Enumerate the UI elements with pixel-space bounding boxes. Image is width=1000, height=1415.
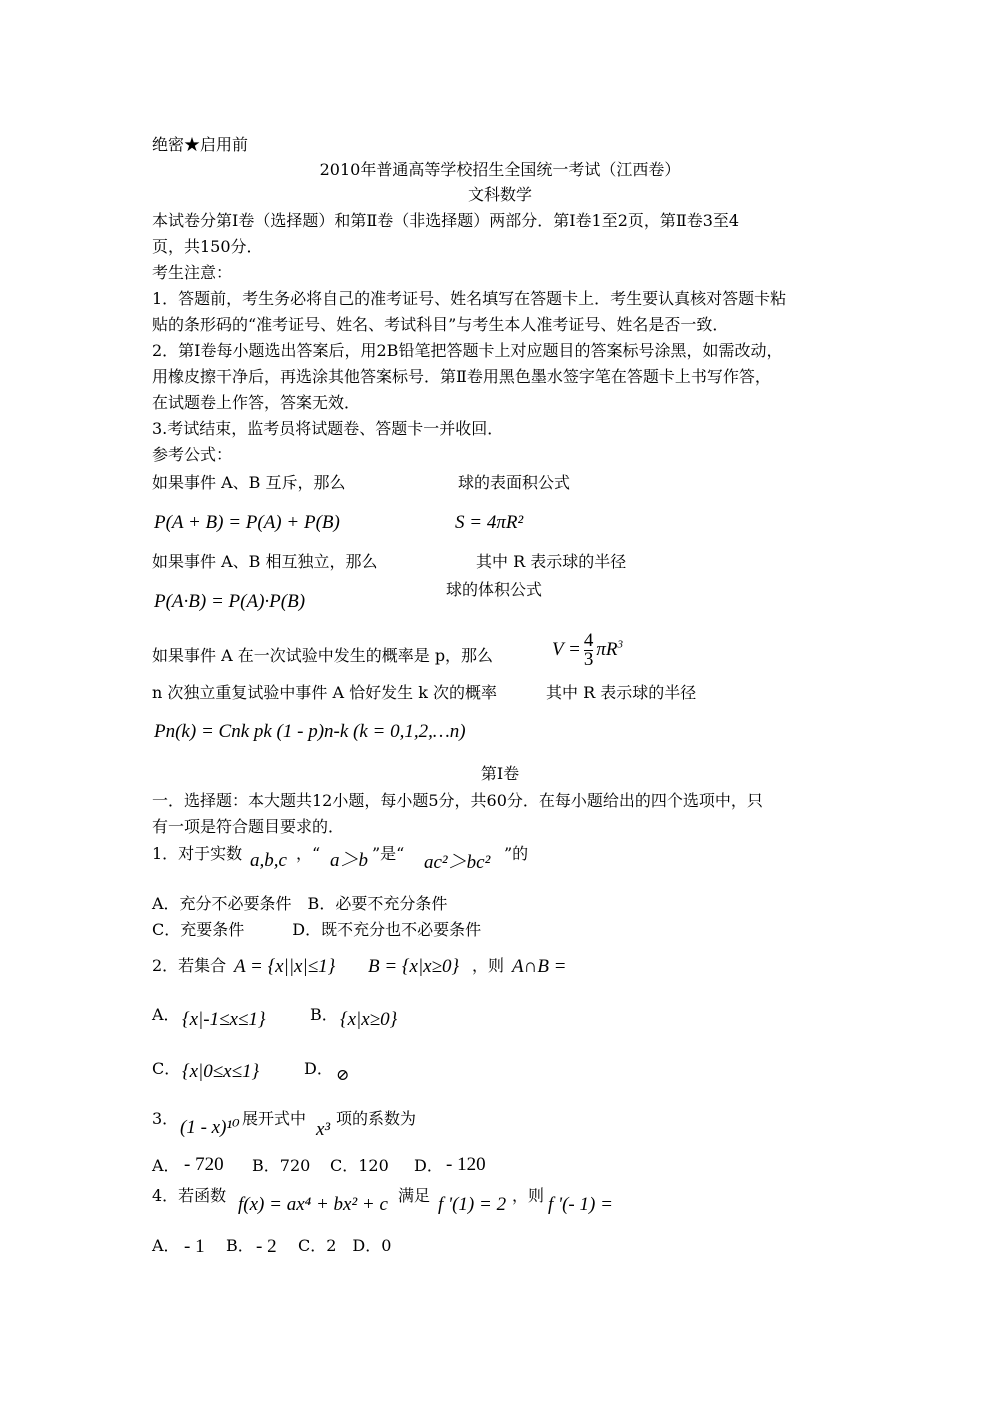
q2-option-a-label: A． bbox=[152, 1005, 180, 1024]
q2-tail: ，则 bbox=[472, 956, 505, 975]
q2-option-c: {x|0≤x≤1} bbox=[182, 1061, 260, 1082]
radius-note: 其中 R 表示球的半径 bbox=[476, 552, 627, 571]
formula-2-math: P(A·B) = P(A)·P(B) bbox=[154, 591, 306, 612]
q4-options-cd: C．2 D．0 bbox=[298, 1236, 392, 1255]
q3-number: 3． bbox=[152, 1109, 179, 1128]
q3-tail: 项的系数为 bbox=[336, 1109, 417, 1128]
intro-line-1: 本试卷分第Ⅰ卷（选择题）和第Ⅱ卷（非选择题）两部分．第Ⅰ卷1至2页，第Ⅱ卷3至4 bbox=[152, 211, 740, 230]
q2-option-c-label: C． bbox=[152, 1059, 181, 1078]
q1-quote-3: ”的 bbox=[504, 844, 529, 863]
formula-1-math: P(A + B) = P(A) + P(B) bbox=[154, 512, 340, 533]
q4-function: f(x) = ax⁴ + bx² + c bbox=[238, 1194, 388, 1215]
notice-3: 3.考试结束，监考员将试题卷、答题卡一并收回． bbox=[152, 419, 504, 438]
radius-note-2: 其中 R 表示球的半径 bbox=[546, 683, 697, 702]
q1-stem: 1．对于实数 bbox=[152, 844, 243, 863]
sphere-volume-title: 球的体积公式 bbox=[446, 580, 543, 599]
q1-math-cond-2: ac²＞bc² bbox=[424, 852, 491, 873]
q2-set-a: A = {x||x|≤1} bbox=[234, 956, 336, 977]
q1-quote-1: ，“ bbox=[296, 844, 321, 863]
formulas-heading: 参考公式： bbox=[152, 445, 233, 464]
q1-math-cond: a＞b bbox=[330, 850, 369, 871]
q4-option-b-label: B． bbox=[226, 1236, 254, 1255]
notice-2c: 在试题卷上作答，答案无效． bbox=[152, 393, 361, 412]
q4-option-a-value: - 1 bbox=[184, 1236, 205, 1257]
q1-options-ab: A．充分不必要条件 B．必要不充分条件 bbox=[152, 894, 448, 913]
section-1-b: 有一项是符合题目要求的． bbox=[152, 817, 345, 836]
q2-set-b: B = {x|x≥0} bbox=[368, 956, 460, 977]
exam-subtitle: 文科数学 bbox=[467, 185, 532, 204]
q4-option-a-label: A． bbox=[152, 1236, 180, 1255]
q1-math-vars: a,b,c bbox=[250, 850, 287, 871]
formula-3-math: Pn(k) = Cnk pk (1 - p)n-k (k = 0,1,2,…n) bbox=[154, 721, 466, 742]
q3-option-d-value: - 120 bbox=[446, 1154, 486, 1175]
q4-stem: 4．若函数 bbox=[152, 1186, 227, 1205]
q2-stem: 2．若集合 bbox=[152, 956, 227, 975]
q4-option-b-value: - 2 bbox=[256, 1236, 277, 1257]
notice-1b: 贴的条形码的“准考证号、姓名、考试科目”与考生本人准考证号、姓名是否一致． bbox=[152, 315, 729, 334]
notice-2b: 用橡皮擦干净后，再选涂其他答案标号．第Ⅱ卷用黑色墨水签字笔在答题卡上书写作答， bbox=[152, 367, 771, 386]
q3-text: 展开式中 bbox=[242, 1109, 307, 1128]
notice-1a: 1．答题前，考生务必将自己的准考证号、姓名填写在答题卡上．考生要认真核对答题卡粘 bbox=[152, 289, 787, 308]
q4-condition: f '(1) = 2 bbox=[438, 1194, 507, 1215]
q1-quote-2: ”是“ bbox=[372, 844, 405, 863]
q3-option-a-label: A． bbox=[152, 1156, 180, 1175]
section-1-a: 一．选择题：本大题共12小题，每小题5分，共60分．在每小题给出的四个选项中，只 bbox=[152, 791, 763, 810]
formula-2-text: 如果事件 A、B 相互独立，那么 bbox=[152, 552, 378, 571]
q4-tail: ，则 bbox=[512, 1186, 545, 1205]
part-1-heading: 第Ⅰ卷 bbox=[480, 764, 520, 783]
empty-set-icon: ⊘ bbox=[336, 1067, 350, 1084]
notice-2a: 2．第Ⅰ卷每小题选出答案后，用2B铅笔把答题卡上对应题目的答案标号涂黑，如需改动， bbox=[152, 341, 783, 360]
sphere-area-title: 球的表面积公式 bbox=[458, 473, 571, 492]
q2-ask: A∩B = bbox=[512, 956, 567, 977]
q2-option-d-label: D． bbox=[304, 1059, 333, 1078]
fraction-4-3: $\frac{4}{3}$ bbox=[583, 630, 594, 670]
notice-heading: 考生注意： bbox=[152, 263, 233, 282]
q1-options-cd: C．充要条件 D．既不充分也不必要条件 bbox=[152, 920, 482, 939]
formula-1-text: 如果事件 A、B 互斥，那么 bbox=[152, 473, 346, 492]
q3-option-b: B．720 bbox=[252, 1156, 311, 1175]
formula-3-text: 如果事件 A 在一次试验中发生的概率是 p，那么 bbox=[152, 646, 494, 665]
intro-line-2: 页，共150分． bbox=[152, 237, 263, 256]
q2-option-b-label: B． bbox=[310, 1005, 338, 1024]
q3-expression: (1 - x)¹⁰ bbox=[180, 1117, 240, 1138]
q3-option-c: C．120 bbox=[330, 1156, 389, 1175]
sphere-volume-math: V = $\frac{4}{3}$ $\pi R^3$ bbox=[552, 630, 623, 670]
q3-option-d-label: D． bbox=[414, 1156, 443, 1175]
exam-title: 2010年普通高等学校招生全国统一考试（江西卷） bbox=[319, 160, 681, 179]
q2-option-a: {x|-1≤x≤1} bbox=[182, 1009, 266, 1030]
q2-option-b: {x|x≥0} bbox=[340, 1009, 398, 1030]
q4-ask: f '(- 1) = bbox=[548, 1194, 613, 1215]
q3-option-a-value: - 720 bbox=[184, 1154, 224, 1175]
sphere-area-math: S = 4πR² bbox=[455, 512, 524, 533]
secret-label: 绝密★启用前 bbox=[152, 135, 249, 154]
q3-x-cubed: x³ bbox=[316, 1119, 331, 1140]
q4-mid: 满足 bbox=[398, 1186, 431, 1205]
formula-3-text-2: n 次独立重复试验中事件 A 恰好发生 k 次的概率 bbox=[152, 683, 497, 702]
